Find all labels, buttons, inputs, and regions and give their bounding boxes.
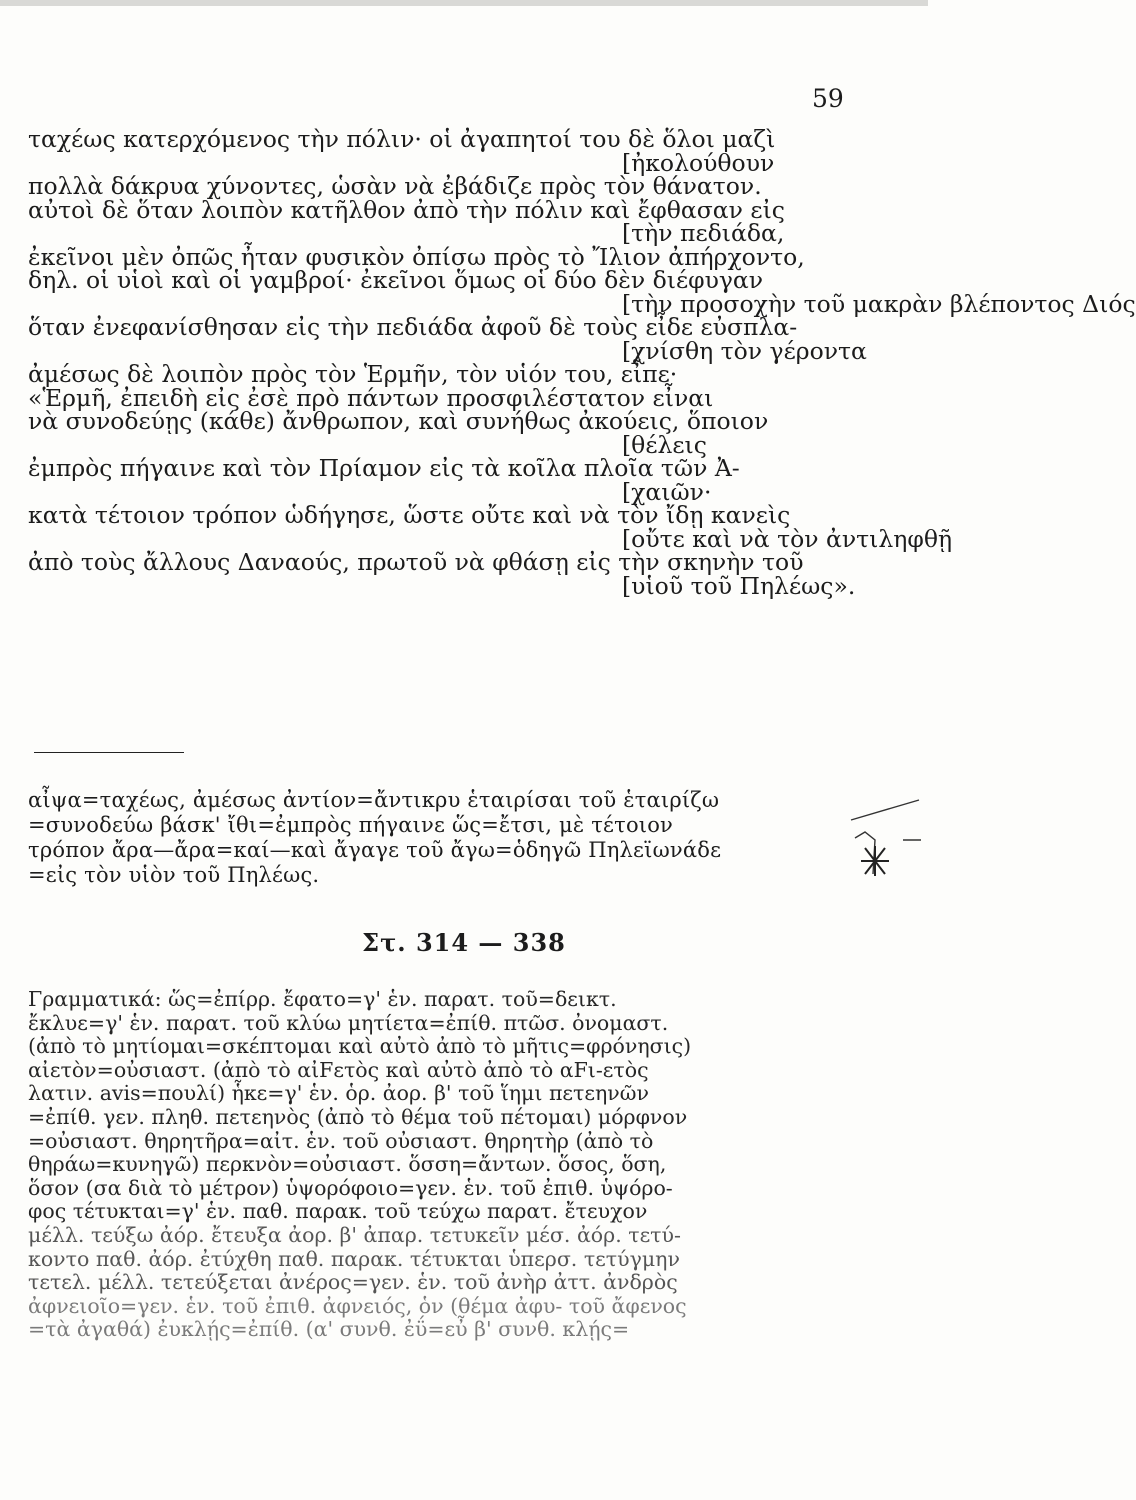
grammar-line: ἀφνειοῖο=γεν. ἑν. τοῦ ἐπιθ. ἀφνειός, ὁν (θέμα ἀφυ- τοῦ ἄφενος [28,1293,687,1318]
translation-line-continuation: [υἱοῦ τοῦ Πηλέως». [622,571,856,600]
footnote-line: =συνοδεύω βάσκ' ἴθι=ἐμπρὸς πήγαινε ὥς=ἔτσι, μὲ τέτοιον [28,813,674,837]
translation-line-continuation: [τὴν προσοχὴν τοῦ μακρὰν βλέποντος Διός [622,289,1136,318]
page-number: 59 [812,84,844,113]
footnote-line: τρόπον ἄρα—ἄρα=καί—καὶ ἄγαγε τοῦ ἄγω=ὁδηγῶ Πηλεϊωνάδε [28,838,722,862]
grammar-line: =ἐπίθ. γεν. πληθ. πετεηνὸς (ἀπὸ τὸ θέμα τοῦ πέτομαι) μόρφνον [28,1104,688,1129]
grammar-line: ὅσον (σα διὰ τὸ μέτρον) ὑψορόφοιο=γεν. ἑν. τοῦ ἐπιθ. ὑψόρο- [28,1175,673,1200]
footnotes [28,788,858,888]
grammar-line: αἰετὸν=οὐσιαστ. (ἀπὸ τὸ αἰFετὸς καὶ αὐτὸ ἀπὸ τὸ αFι-ετὸς [28,1057,649,1082]
translation-line: ἀμέσως δὲ λοιπὸν πρὸς τὸν Ἑρμῆν, τὸν υἱόν του, εἶπε· [28,360,678,388]
grammar-line: τετελ. μέλλ. τετεύξεται ἀνέρος=γεν. ἑν. τοῦ ἀνὴρ ἀττ. ἀνδρὸς [28,1270,678,1295]
translation-line: πολλὰ δάκρυα χύνοντες, ὡσὰν νὰ ἐβάδιζε πρὸς τὸν θάνατον. [28,172,762,200]
footnote-divider [34,752,184,753]
translation-text [28,125,1136,600]
grammar-notes [28,988,858,1342]
grammar-line: κοντο παθ. ἀόρ. ἐτύχθη παθ. παρακ. τέτυκται ὑπερσ. τετύγμην [28,1246,680,1271]
translation-line-continuation: [θέλεις [622,430,707,459]
translation-line: νὰ συνοδεύῃς (κάθε) ἄνθρωπον, καὶ συνήθως ἀκούεις, ὅποιον [28,407,769,435]
grammar-line: ἔκλυε=γ' ἑν. παρατ. τοῦ κλύω μητίετα=ἐπίθ. πτῶσ. ὀνομαστ. [28,1010,669,1035]
translation-line: ταχέως κατερχόμενος τὴν πόλιν· οἱ ἀγαπητοί του δὲ ὅλοι μαζὶ [28,125,776,153]
translation-line: «Ἑρμῆ, ἐπειδὴ εἰς ἐσὲ πρὸ πάντων προσφιλέστατον εἶναι [28,383,714,412]
translation-line: κατὰ τέτοιον τρόπον ὡδήγησε, ὥστε οὔτε καὶ νὰ τὸν ἴδῃ κανεὶς [28,501,791,529]
grammar-line: λατιν. avis=πουλί) ἧκε=γ' ἑν. ὁρ. ἀορ. β' τοῦ ἵημι πετεηνῶν [28,1081,649,1106]
grammar-line: (ἀπὸ τὸ μητίομαι=σκέπτομαι καὶ αὐτὸ ἀπὸ τὸ μῆτις=φρόνησις) [28,1034,692,1059]
page-top-edge [0,0,928,6]
translation-line-continuation: [χνίσθη τὸν γέροντα [622,336,867,365]
footnote-line: =εἰς τὸν υἱὸν τοῦ Πηλέως. [28,863,320,887]
translation-line: αὐτοὶ δὲ ὅταν λοιπὸν κατῆλθον ἀπὸ τὴν πόλιν καὶ ἔφθασαν εἰς [28,195,785,224]
grammar-line: μέλλ. τεύξω ἀόρ. ἔτευξα ἀορ. β' ἀπαρ. τετυκεῖν μέσ. ἀόρ. τετύ- [28,1222,681,1247]
grammar-line: Γραμματικά: ὥς=ἐπίρρ. ἔφατο=γ' ἑν. παρατ. τοῦ=δεικτ. [28,987,617,1011]
grammar-line: φος τέτυκται=γ' ἑν. παθ. παρακ. τοῦ τεύχω παρατ. ἔτευχον [28,1199,648,1224]
translation-line-continuation: [χαιῶν· [622,477,712,506]
grammar-line: =τὰ ἀγαθά) ἐυκλῄς=ἐπίθ. (α' συνθ. ἐΰ=εὖ β' συνθ. κλῄς= [28,1317,630,1342]
translation-line-continuation: [ἠκολούθουν [622,148,775,177]
grammar-line: =οὐσιαστ. θηρητῆρα=αἰτ. ἑν. τοῦ οὐσιαστ. θηρητὴρ (ἀπὸ τὸ [28,1128,654,1153]
translation-line: δηλ. οἱ υἱοὶ καὶ οἱ γαμβροί· ἐκεῖνοι ὅμως οἱ δύο δὲν διέφυγαν [28,266,764,294]
translation-line: ἀπὸ τοὺς ἄλλους Δαναούς, πρωτοῦ νὰ φθάσῃ εἰς τὴν σκηνὴν τοῦ [28,548,804,576]
footnote-line: αἶψα=ταχέως, ἀμέσως ἀντίον=ἄντικρυ ἑταιρίσαι τοῦ ἑταιρίζω [28,788,720,812]
translation-line-continuation: [τὴν πεδιάδα, [622,219,785,247]
translation-line-continuation: [οὔτε καὶ νὰ τὸν ἀντιληφθῇ [622,524,953,553]
margin-star-mark [843,798,923,888]
section-title: Στ. 314 — 338 [362,928,566,957]
grammar-line: θηράω=κυνηγῶ) περκνὸν=οὐσιαστ. ὅσση=ἄντων. ὅσος, ὅση, [28,1152,667,1177]
translation-line: ἐμπρὸς πήγαινε καὶ τὸν Πρίαμον εἰς τὰ κοῖλα πλοῖα τῶν Ἀ- [28,454,740,482]
translation-line: ἐκεῖνοι μὲν ὀπῶς ἦταν φυσικὸν ὀπίσω πρὸς τὸ Ἴλιον ἀπήρχοντο, [28,242,805,271]
translation-line: ὅταν ἐνεφανίσθησαν εἰς τὴν πεδιάδα ἀφοῦ δὲ τοὺς εἶδε εὐσπλα- [28,313,798,341]
